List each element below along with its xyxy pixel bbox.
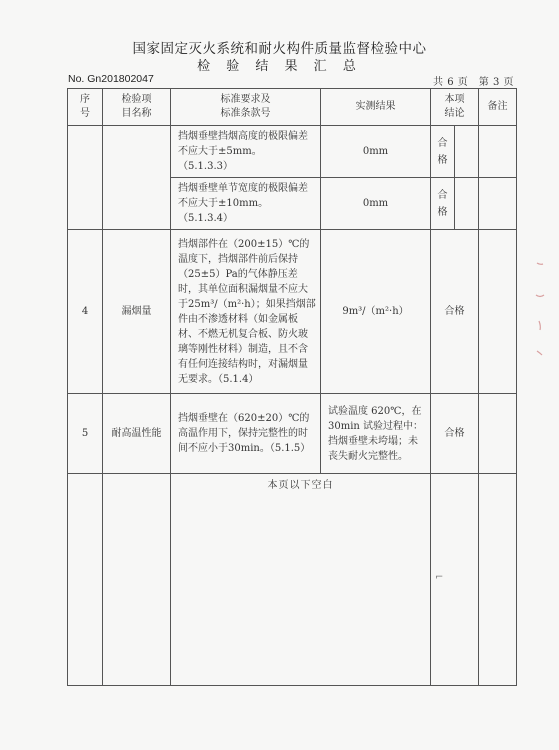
cell-item: 耐高温性能 [103,394,171,474]
header-result: 实测结果 [321,89,431,126]
table-row [68,126,517,178]
cell-remark [479,394,517,474]
results-table [67,88,517,686]
cell-result: 试验温度 620℃，在30min 试验过程中：挡烟垂壁未垮塌；未丧失耐火完整性。 [321,394,431,474]
cell-conclusion-blank [455,178,479,230]
table-row [68,394,517,474]
cell-seq: 5 [68,394,103,474]
stamp-mark [533,255,547,365]
page-info: 共 6 页 第 3 页 [433,77,514,88]
header-remark: 备注 [479,89,517,126]
document-subtitle: 检 验 结 果 汇 总 [197,59,362,74]
cell-standard: 挡烟垂壁单节宽度的极限偏差不应大于±10mm。 （5.1.3.4） [171,178,321,230]
cell-seq [68,126,103,230]
header-seq: 序 号 [68,89,103,126]
table-row [68,230,517,394]
cell-standard: 挡烟垂壁在（620±20）℃的高温作用下，保持完整性的时间不应小于30min。（5.1.5） [171,394,321,474]
cell-standard: 挡烟部件在（200±15）℃的温度下，挡烟部件前后保持（25±5）Pa的气体静压差时，其单位面积漏烟量不应大于25m³/（m²·h）；如果挡烟部件由不渗透材料（如金属板材、不燃无机复合板、防火玻璃等刚性材料）制造，且不含有任何连接结构时，对漏烟量无要求。（5.1.4） [171,230,321,394]
cell-item [103,126,171,230]
header-item: 检验项 目名称 [103,89,171,126]
cell-conclusion [431,178,455,230]
document-number: No. Gn201802047 [68,73,154,85]
cell-remark [479,178,517,230]
cell-remark [479,126,517,178]
header-conclusion: 本项 结论 [431,89,479,126]
blank-note: 本页以下空白 [171,474,431,686]
cell-result: 0mm [321,178,431,230]
cell-conclusion: 合格 [431,230,479,394]
cell-item: 漏烟量 [103,230,171,394]
pen-mark: ⌐ [435,572,444,583]
cell-blank [103,474,171,686]
cell-conclusion [431,126,455,178]
document-title: 国家固定灭火系统和耐火构件质量监督检验中心 [132,41,427,57]
cell-remark [479,230,517,394]
table-header-row [68,89,517,126]
cell-result: 0mm [321,126,431,178]
cell-conclusion-blank [455,126,479,178]
cell-seq: 4 [68,230,103,394]
conclusion-text: 合格 [437,189,448,218]
header-standard: 标准要求及 标准条款号 [171,89,321,126]
cell-conclusion: 合格 [431,394,479,474]
cell-standard: 挡烟垂壁挡烟高度的极限偏差不应大于±5mm。 （5.1.3.3） [171,126,321,178]
cell-blank [68,474,103,686]
conclusion-text: 合格 [437,137,448,166]
cell-result: 9m³/（m²·h） [321,230,431,394]
cell-blank [479,474,517,686]
table-row-blank [68,474,517,686]
